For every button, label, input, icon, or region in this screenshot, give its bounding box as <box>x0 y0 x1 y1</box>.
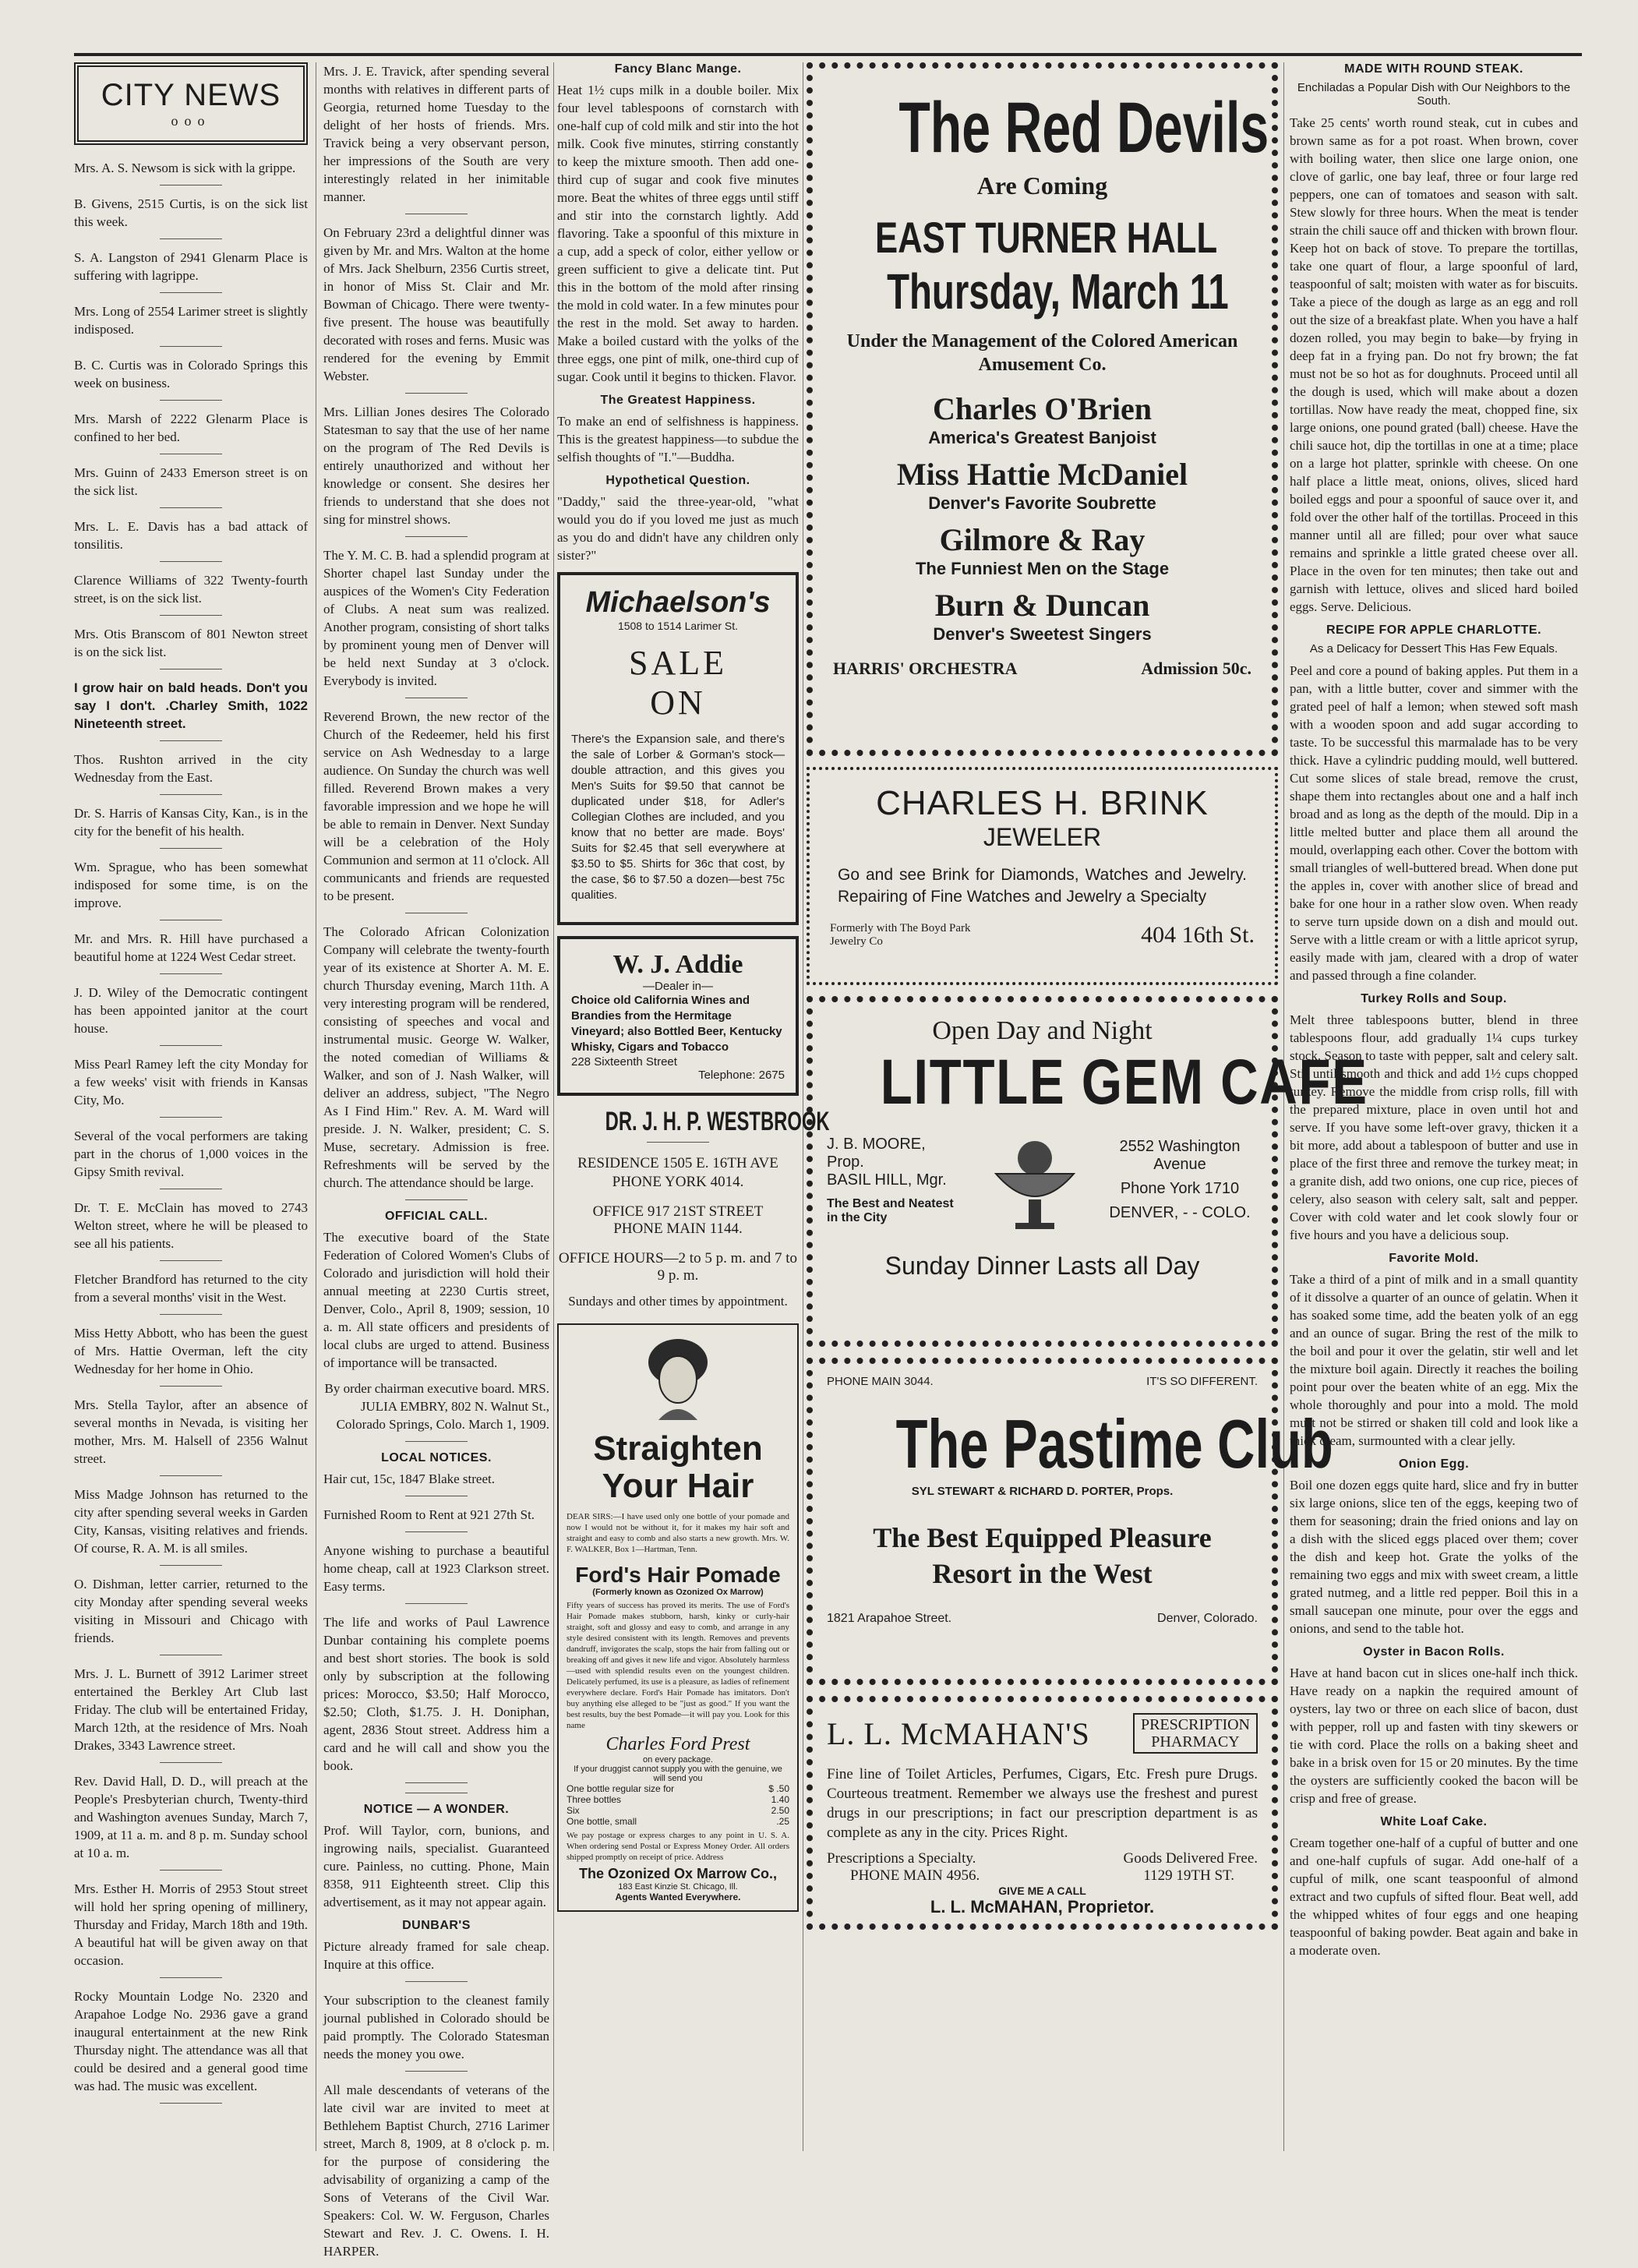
news-item: Rocky Mountain Lodge No. 2320 and Arapahoe Lodge No. 2936 gave a grand inaugural entertainment at the new Rink Thursday night. The attendance was all that could be desired and a general good time was had. The music was excellent. <box>74 1989 308 2093</box>
news-item: Mrs. Marsh of 2222 Glenarm Place is confined to her bed. <box>74 412 308 444</box>
fruit-bowl-icon <box>980 1125 1089 1235</box>
news-item: Mrs. Guinn of 2433 Emerson street is on the sick list. <box>74 465 308 498</box>
pomade-product: Ford's Hair Pomade <box>575 1563 781 1587</box>
separator <box>160 1117 222 1118</box>
mcmahan-address: 1129 19TH ST. <box>1143 1867 1234 1884</box>
michaelsons-name: Michaelson's <box>585 586 771 619</box>
recipe-heading: RECIPE FOR APPLE CHARLOTTE. <box>1326 624 1542 637</box>
social-item: On February 23rd a delightful dinner was given by Mr. and Mrs. Walton at the home of Mrs. Jack Shelburn, 2356 Curtis street, in honor of Miss St. Clair and Mr. Bowman of Chicago. There were twenty-five present. The house was beautifully decorated with roses and ferns. Music was rendered for the evening by Emmit Webster. <box>323 225 549 383</box>
social-items <box>323 62 549 1200</box>
addie-name: W. J. Addie <box>612 950 743 979</box>
top-rule <box>74 53 1582 56</box>
mcmahan-header <box>827 1713 1258 1754</box>
price-row <box>567 1805 789 1816</box>
separator <box>405 536 468 537</box>
city-news-header <box>74 62 308 145</box>
recipe-text: Boil one dozen eggs quite hard, slice and fry in butter six large onions, slice ten of the eggs, keeping two of them for seasoning; drain the fried onions and lay on a dish with the sliced eggs placed over them; cover the dish and keep hot. Grate the yolks of the remaining two eggs and mix with sweet cream, a little grated nutmeg, and a little red pepper. Boil this in a small saucepan one minute, pour over the eggs and onions, and send to the table hot. <box>1290 1478 1578 1636</box>
separator <box>160 794 222 795</box>
michaelsons-text: There's the Expansion sale, and there's the sale of Lorber & Gorman's stock—double attraction, and this gives you Men's Suits for $9.50 that cannot be duplicated under $18, for Adler's Collegian Clothes are included, and you know that no better are made. Boys' Suits for $2.45 that sell everywhere at $3.50 to $5. Shirts for 36c that cost, by the case, $6 to $7.50 a dozen—best 75c qualities. <box>571 733 785 902</box>
red-devils-orchestra: HARRIS' ORCHESTRA <box>833 659 1018 678</box>
separator <box>160 1386 222 1387</box>
recipe-heading: MADE WITH ROUND STEAK. <box>1344 62 1523 76</box>
price-row <box>567 1794 789 1805</box>
mcmahan-specialty: Prescriptions a Specialty. <box>827 1850 976 1867</box>
price-label: Three bottles <box>567 1794 622 1805</box>
pomade-footer: We pay postage or express charges to any point in U. S. A. When ordering send Postal or Express Money Order. All orders shipped promptly on receipt of price. Address <box>567 1831 789 1862</box>
news-item: Mr. and Mrs. R. Hill have purchased a beautiful home at 1224 West Cedar street. <box>74 931 308 964</box>
act-name: Burn & Duncan <box>934 588 1150 623</box>
pastime-bottom <box>827 1612 1258 1626</box>
subscription-notice: Your subscription to the cleanest family journal published in Colorado should be paid promptly. The Colorado Statesman needs the money you owe. <box>323 1993 549 2061</box>
pomade-headline-1: Straighten <box>593 1429 763 1468</box>
pomade-company: The Ozonized Ox Marrow Co., <box>578 1866 778 1881</box>
gem-address: 2552 Washington Avenue <box>1119 1138 1241 1173</box>
pomade-agents: Agents Wanted Everywhere. <box>615 1892 741 1902</box>
news-item: B. Givens, 2515 Curtis, is on the sick list this week. <box>74 196 308 229</box>
separator <box>647 1142 709 1143</box>
pomade-druggist: If your druggist cannot supply you with the genuine, we will send you <box>574 1765 782 1783</box>
separator <box>160 1762 222 1763</box>
happiness-heading: The Greatest Happiness. <box>600 394 756 407</box>
red-devils-management: Under the Management of the Colored American Amusement Co. <box>846 331 1238 375</box>
social-item: Reverend Brown, the new rector of the Church of the Redeemer, held his first service on Ash Wednesday to a large audience. On Sunday the church was well filled. Reverend Brown makes a very favorable impression and we hope he will be able to remain in Denver. Next Sunday will be a celebration of the Holy Communion and sermon at 11 o'clock. All communicants and friends are requested to be present. <box>323 709 549 903</box>
mcmahan-proprietor: L. L. McMAHAN, Proprietor. <box>930 1897 1155 1916</box>
separator <box>160 615 222 616</box>
mcmahan-row1 <box>827 1850 1258 1867</box>
news-item: Dr. S. Harris of Kansas City, Kan., is in the city for the benefit of his health. <box>74 806 308 839</box>
separator <box>405 2071 468 2072</box>
red-devils-ad <box>807 62 1278 756</box>
brink-address: 404 16th St. <box>1141 922 1255 948</box>
mcmahan-row2 <box>827 1867 1258 1885</box>
separator <box>160 1870 222 1871</box>
veterans-notice: All male descendants of veterans of the late civil war are invited to meet at Bethlehem Baptist Church, 2716 Larimer street, March 8, 1909, at 8 o'clock p. m. for the purpose of considering the advisability of organizing a camp of the Sons of Veterans of the Civil War. Speakers: Col. W. W. Ferguson, Charles Stewart and Rev. J. C. Owens. I. H. HARPER. <box>323 2083 549 2259</box>
blanc-mange-heading: Fancy Blanc Mange. <box>614 62 742 76</box>
pomade-headline-2: Your Hair <box>602 1467 754 1505</box>
pomade-letter: DEAR SIRS:—I have used only one bottle of your pomade and now I would not be without it, for it makes my hair soft and straight and easy to comb and also starts a new growth. Mrs. W. F. WALKER, Box 1—Hartman, Tenn. <box>567 1512 789 1554</box>
michaelsons-ad <box>557 572 799 925</box>
brink-trade: JEWELER <box>983 823 1102 851</box>
recipe-text: Have at hand bacon cut in slices one-half inch thick. Have ready on a napkin the required amount of oysters, lay two or three on each slice of bacon, dust with pepper, roll up and fasten with tiny skewers or tie with cord. Place the rolls on a baking sheet and bake in a brisk oven for 15 or 20 minutes. By the time the oysters are sufficiently cooked the bacon will be crisp and free of grease. <box>1290 1666 1578 1806</box>
act-description: Denver's Favorite Soubrette <box>928 493 1156 513</box>
price-value: 2.50 <box>771 1805 789 1816</box>
local-notices <box>323 1470 549 1783</box>
red-devils-hall: EAST TURNER HALL <box>874 213 1218 262</box>
news-item: Several of the vocal performers are taking part in the chorus of 1,000 voices in the Gipsy Smith revival. <box>74 1129 308 1179</box>
separator <box>405 393 468 394</box>
separator <box>160 561 222 562</box>
city-news-title: CITY NEWS <box>101 78 281 112</box>
dunbar-text: Picture already framed for sale cheap. Inquire at this office. <box>323 1939 549 1972</box>
display-ads-column <box>807 62 1368 1941</box>
news-item: Fletcher Brandford has returned to the city from a several months' visit in the West. <box>74 1272 308 1305</box>
blanc-mange-text: Heat 1½ cups milk in a double boiler. Mix four level tablespoons of cornstarch with one-half cup of cold milk and stir into the hot milk. Cook five minutes, stirring constantly to keep the mixture smooth. Then add one-third cup of sugar and cook five minutes more. Beat the whites of three eggs until stiff and stir into the cornstarch lightly. Add flavoring. Take a spoonful of this mixture in a cup, add a speck of color, either yellow or green sufficient to give a delicate tint. Put this in the bottom of the mold after rinsing the mold in cold water. In a few minutes pour the rest in the mold. Set away to harden. Make a boiled custard with the yolks of the three eggs, one pint of milk, one-third cup of sugar. Cook until it begins to thicken. Flavor. <box>557 83 799 384</box>
news-item: Rev. David Hall, D. D., will preach at the People's Presbyterian church, Twenty-third and Washington avenues Sunday, March 7, 1909, at 11 a. m. and 8 p. m. Sunday school at 10 a. m. <box>74 1774 308 1860</box>
news-item: Miss Hetty Abbott, who has been the guest of Mrs. Hattie Overman, left the city Wednesday for her home in Ohio. <box>74 1326 308 1376</box>
news-item: Mrs. Long of 2554 Larimer street is slightly indisposed. <box>74 304 308 337</box>
separator <box>405 1531 468 1532</box>
pastime-slogan: The Best Equipped Pleasure Resort in the West <box>873 1522 1212 1589</box>
westbrook-name: DR. J. H. P. WESTBROOK <box>605 1107 830 1136</box>
recipe-heading: Favorite Mold. <box>1389 1252 1479 1265</box>
news-item: Miss Pearl Ramey left the city Monday for a few weeks' visit with friends in Kansas City, Mo. <box>74 1057 308 1108</box>
on-heading: ON <box>650 684 706 722</box>
separator <box>160 973 222 974</box>
recipe-heading: White Loaf Cake. <box>1380 1815 1488 1828</box>
recipes-and-ads-column <box>557 62 830 1923</box>
news-item: Miss Madge Johnson has returned to the city after spending several weeks in Garden City, Kansas, visiting relatives and friends. Of course, R. A. M. is all smiles. <box>74 1487 308 1556</box>
westbrook-residence-phone: PHONE YORK 4014. <box>612 1174 744 1190</box>
pomade-signature: Charles Ford Prest <box>605 1734 750 1754</box>
separator <box>160 1977 222 1978</box>
news-item: Mrs. Esther H. Morris of 2953 Stout street will hold her spring opening of millinery, Thursday and Friday, March 18th and 19th. A beautiful hat will be given away on that occasion. <box>74 1881 308 1968</box>
separator <box>405 1441 468 1442</box>
separator <box>160 238 222 239</box>
separator <box>160 848 222 849</box>
social-item: Mrs. J. E. Travick, after spending several months with relatives in different parts of Georgia, returned home Tuesday to the delight of her hosts of friends. Mrs. Travick being a very observant person, her impressions of the South are very interestingly related in her inimitable manner. <box>323 64 549 204</box>
pastime-props: SYL STEWART & RICHARD D. PORTER, Props. <box>911 1485 1174 1498</box>
recipes-column <box>1290 62 1578 1967</box>
price-value: .25 <box>776 1816 789 1827</box>
column-rule <box>553 62 554 2151</box>
official-call-heading: OFFICIAL CALL. <box>384 1210 489 1223</box>
pomade-every-package: on every package. <box>643 1755 713 1765</box>
mcmahan-call: GIVE ME A CALL <box>998 1885 1086 1897</box>
recipe-heading: Oyster in Bacon Rolls. <box>1363 1645 1505 1659</box>
gem-best: The Best and Neatest in the City <box>827 1196 954 1224</box>
red-devils-footer <box>833 659 1251 679</box>
separator <box>160 2103 222 2104</box>
woman-portrait-icon <box>635 1333 721 1426</box>
pastime-phone: PHONE MAIN 3044. <box>827 1375 934 1388</box>
city-news-column <box>74 62 308 2113</box>
westbrook-ad <box>557 1107 830 1309</box>
separator <box>160 1475 222 1476</box>
recipe-subheading: As a Delicacy for Dessert This Has Few Equals. <box>1309 642 1559 655</box>
news-item: O. Dishman, letter carrier, returned to the city Monday after spending several weeks visiting in Missouri and Chicago with friends. <box>74 1577 308 1645</box>
mcmahan-name: L. L. McMAHAN'S <box>827 1715 1090 1751</box>
pomade-company-address: 183 East Kinzie St. Chicago, Ill. <box>618 1882 738 1892</box>
city-news-items <box>74 159 308 2104</box>
price-label: One bottle regular size for <box>567 1783 675 1794</box>
local-notice: Anyone wishing to purchase a beautiful home cheap, call at 1923 Clarkson street. Easy terms. <box>323 1543 549 1594</box>
news-item: I grow hair on bald heads. Don't you say I don't. .Charley Smith, 1022 Nineteenth street. <box>74 680 308 731</box>
recipe-text: Cream together one-half of a cupful of butter and one and one-half cupfuls of sugar. Add one-half of a cupful of milk, one scant teaspoonful of almond extract and two cupfuls of sifted flour. Beat well, add the whipped whites of four eggs and one heaping teaspoonful of baking powder. Beat again and bake in a moderate oven. <box>1290 1835 1578 1958</box>
addie-dealer: —Dealer in— <box>642 980 714 993</box>
brink-name: CHARLES H. BRINK <box>876 784 1209 822</box>
news-item: Dr. T. E. McClain has moved to 2743 Welton street, where he will be pleased to see all his patients. <box>74 1200 308 1251</box>
wonder-text: Prof. Will Taylor, corn, bunions, and ingrowing nails, specialist. Guaranteed cure. Painless, no cutting. Phone, Main 8358, 911 Eighteenth street. Clip this advertisement, as it may not appear again. <box>323 1823 549 1909</box>
westbrook-sundays: Sundays and other times by appointment. <box>568 1294 788 1309</box>
separator <box>160 1565 222 1566</box>
separator <box>160 1314 222 1315</box>
price-label: One bottle, small <box>567 1816 637 1827</box>
recipe-heading: Onion Egg. <box>1398 1457 1470 1471</box>
gem-left <box>827 1136 967 1225</box>
gem-phone: Phone York 1710 <box>1120 1180 1240 1197</box>
addie-address: 228 Sixteenth Street <box>571 1055 677 1069</box>
gem-prop: J. B. MOORE, Prop. <box>827 1135 926 1171</box>
news-item: Mrs. J. L. Burnett of 3912 Larimer street entertained the Berkley Art Club last Friday. The club will be entertained Friday, March 12th, at the residence of Mrs. Noah Drakes, 3343 Lawrence street. <box>74 1666 308 1753</box>
news-item: Mrs. L. E. Davis has a bad attack of tonsilitis. <box>74 519 308 552</box>
red-devils-admission: Admission 50c. <box>1141 659 1251 678</box>
question-heading: Hypothetical Question. <box>605 474 750 487</box>
gem-sunday: Sunday Dinner Lasts all Day <box>884 1252 1200 1280</box>
city-news-ornament: ooo <box>171 113 211 129</box>
separator <box>405 1981 468 1982</box>
gem-details <box>827 1125 1258 1235</box>
westbrook-office-phone: PHONE MAIN 1144. <box>613 1221 743 1237</box>
price-value: $ .50 <box>768 1783 789 1794</box>
gem-mgr: BASIL HILL, Mgr. <box>827 1171 947 1189</box>
pastime-club-ad <box>807 1358 1333 1685</box>
mcmahan-ad <box>807 1696 1278 1930</box>
news-item: S. A. Langston of 2941 Glenarm Place is suffering with lagrippe. <box>74 250 308 283</box>
brink-footer <box>830 922 1255 949</box>
recipe-subheading: Enchiladas a Popular Dish with Our Neighbors to the South. <box>1297 81 1571 108</box>
separator <box>160 346 222 347</box>
gem-name: LITTLE GEM CAFE <box>880 1047 1368 1118</box>
official-call-text: The executive board of the State Federation of Colored Women's Clubs of Colorado and jurisdiction will hold their annual meeting at 2230 Curtis street, Denver, Colo., April 8, 1909; session, 10 a. m. All state officers and presidents of local clubs are urged to attend. Business of importance will be transacted. <box>323 1230 549 1370</box>
pastime-address: 1821 Arapahoe Street. <box>827 1612 952 1625</box>
recipe-text: Take a third of a pint of milk and in a small quantity of it dissolve a quarter of an ounce of gelatin. When it has soaked some time, add the beaten yolk of an egg and an ounce of sugar. Bring the rest of the milk to the boil and pour it over the gelatin, stir well and let the mixture boil again. Directly it reaches the boiling point pour over the beaten white of an egg. Mix the whole thoroughly and pour into a mold. The mold must not be stirred or shaken till cold and look like a thick cream, surmounted with a clear jelly. <box>1290 1272 1578 1448</box>
red-devils-acts <box>827 390 1258 645</box>
price-value: 1.40 <box>771 1794 789 1805</box>
separator <box>160 740 222 741</box>
recipe-heading: Turkey Rolls and Soup. <box>1361 992 1507 1005</box>
pastime-city: Denver, Colorado. <box>1157 1612 1258 1625</box>
mcmahan-tag1: PRESCRIPTION <box>1140 1716 1250 1733</box>
brink-ad <box>807 767 1278 985</box>
news-item: J. D. Wiley of the Democratic contingent has been appointed janitor at the court house. <box>74 985 308 1036</box>
gem-open: Open Day and Night <box>932 1016 1153 1045</box>
addie-text: Choice old California Wines and Brandies from the Hermitage Vineyard; also Bottled Beer, Kentucky Whisky, Cigars and Tobacco <box>571 994 782 1054</box>
act-description: The Funniest Men on the Stage <box>915 559 1170 578</box>
official-call-signature: By order chairman executive board. MRS. JULIA EMBRY, 802 N. Walnut St., Colorado Springs, Colo. March 1, 1909. <box>324 1381 549 1432</box>
pomade-price-list <box>567 1783 789 1827</box>
red-devils-title: The Red Devils <box>898 88 1269 168</box>
question-text: "Daddy," said the three-year-old, "what would you do if you loved me just as much as you do and didn't have any children only sister?" <box>557 494 799 563</box>
gem-right <box>1102 1138 1258 1222</box>
price-row <box>567 1783 789 1794</box>
news-item: Clarence Williams of 322 Twenty-fourth street, is on the sick list. <box>74 573 308 606</box>
pastime-top <box>827 1375 1258 1388</box>
mcmahan-tag <box>1133 1713 1258 1754</box>
social-item: Mrs. Lillian Jones desires The Colorado Statesman to say that the use of her name on the program of The Red Devils is entirely unauthorized and without her knowledge or consent. She desires her friends to understand that she does not sing for minstrel shows. <box>323 404 549 527</box>
news-item: Wm. Sprague, who has been somewhat indisposed for some time, is on the improve. <box>74 860 308 910</box>
recipe-text: Peel and core a pound of baking apples. Put them in a pan, with a little butter, cover and simmer with the grated peel of half a lemon; when stewed soft mash with a wooden spoon and add sugar according to taste. To be successful this marmalade has to be very thick. Have a cylindric pudding mould, well buttered. Cut some slices of stale bread, remove the crust, shape them into rectangles about one and a half inch broad and as long as the depth of the mould. Dip in a little melted butter and place them all around the mould, overlapping each other. Cover the bottom with small triangles of well-buttered bread. When done put the apples in, cover with another slice of bread and bake for one hour in a rather slow oven. When ready to serve turn upside down on a dish and mould out. Serve with a little cream or with a little apricot syrup, easily made with jam, cleared with a drop of water and passed through a fine colander. <box>1290 663 1578 983</box>
social-column <box>323 62 549 2268</box>
act-name: Gilmore & Ray <box>939 522 1146 557</box>
sale-heading: SALE <box>629 644 727 682</box>
addie-ad <box>557 936 799 1096</box>
act-description: America's Greatest Banjoist <box>928 428 1156 447</box>
mcmahan-delivered: Goods Delivered Free. <box>1123 1850 1258 1867</box>
gem-city: DENVER, - - COLO. <box>1109 1204 1251 1221</box>
news-item: Thos. Rushton arrived in the city Wednesday from the East. <box>74 752 308 785</box>
westbrook-residence: RESIDENCE 1505 E. 16TH AVE <box>577 1155 778 1171</box>
brink-text: Go and see Brink for Diamonds, Watches and Jewelry. Repairing of Fine Watches and Jewelry a Specialty <box>838 866 1247 906</box>
pastime-different: IT'S SO DIFFERENT. <box>1146 1375 1258 1388</box>
pomade-body: Fifty years of success has proved its merits. The use of Ford's Hair Pomade makes stubborn, harsh, kinky or curly-hair straight, soft and glossy and easy to comb, and arrange in any style desired consistent with its length. Removes and prevents dandruff, invigorates the scalp, stops the hair from falling out or breaking off and gives it new life and vigor. Absolutely harmless—used with splendid results even on the youngest children. Delicately perfumed, its use is a pleasure, as ladies of refinement everywhere declare. Ford's Hair Pomade has imitators. Don't buy anything else alleged to be "just as good." If you want the best results, buy the best Pomade—it will pay you. Look for this name <box>567 1601 789 1730</box>
red-devils-coming: Are Coming <box>976 171 1108 200</box>
happiness-text: To make an end of selfishness is happiness. This is the greatest happiness—to subdue the selfish thoughts of "I."—Buddha. <box>557 414 799 465</box>
social-item: The Y. M. C. B. had a splendid program at Shorter chapel last Sunday under the auspices of the Women's City Federation of Clubs. A neat sum was realized. Another program, consisting of short talks by prominent young men of Denver will be held next Sunday at 3 o'clock. Everybody is invited. <box>323 548 549 688</box>
pomade-formerly: (Formerly known as Ozonized Ox Marrow) <box>592 1588 764 1597</box>
brink-formerly: Formerly with The Boyd Park Jewelry Co <box>830 922 971 948</box>
westbrook-office: OFFICE 917 21ST STREET <box>592 1203 764 1220</box>
separator <box>160 400 222 401</box>
local-notice: Furnished Room to Rent at 921 27th St. <box>323 1507 535 1522</box>
wonder-heading: NOTICE — A WONDER. <box>363 1803 510 1816</box>
act-name: Charles O'Brien <box>932 391 1153 426</box>
price-row <box>567 1816 789 1827</box>
price-label: Six <box>567 1805 580 1816</box>
local-notice: Hair cut, 15c, 1847 Blake street. <box>323 1471 495 1486</box>
separator <box>405 1782 468 1783</box>
recipe-text: Take 25 cents' worth round steak, cut in cubes and brown same as for a pot roast. When brown, cover with boiling water, then slice one large onion, one clove of garlic, one bay leaf, three or four large red peppers, one can of tomatoes and season with salt. Stew slowly for three hours. When the meat is tender strain the chili sauce off and thicken with brown flour. Keep hot on back of stove. To prepare the tortillas, take one quart of flour, a large spoonful of lard, teaspoonful of salt; moisten with water as for biscuits. Take a piece of the dough as large as an egg and roll out the size of a breakfast plate. When you have a half dozen rolled, you may begin to bake—by frying in deep fat in a frying pan. Do not fry brown; the fat must not be so hot as for doughnuts. Proceed until all the dough is used, which will make about a dozen tortillas. Now have ready the meat, chopped fine, six large onions, one pound grated (ball) cheese. Have the chili sauce hot, dip the tortillas in one at a time; place on a large hot platter, sprinkle with cheese. On one half place a little meat, onions, olives, sliced hard boiled eggs and pour a spoonful of sauce over it, and fold over the other half of the tortillas. Proceed in this manner until all are filled; pour over what sauce remains and sprinkle a little grated cheese over all. Place in the oven for ten minutes; then take out and garnish with lettuce, olives and sliced hard boiled eggs. Serve. Delicious. <box>1290 115 1578 614</box>
local-notice: The life and works of Paul Lawrence Dunbar containing his complete poems and best short stories. The book is sold only by subscription at the following prices: Morocco, $3.50; Half Morocco, $2.50; Cloth, $1.75. J. H. Doniphan, agent, 2836 Stout street. Address him a card and he will call and show you the book. <box>323 1615 549 1773</box>
separator <box>160 507 222 508</box>
act-name: Miss Hattie McDaniel <box>896 457 1188 492</box>
red-devils-date: Thursday, March 11 <box>887 263 1229 320</box>
act-description: Denver's Sweetest Singers <box>933 624 1152 644</box>
pomade-ad <box>557 1323 799 1912</box>
pastime-name: The Pastime Club <box>895 1405 1333 1482</box>
separator <box>160 1260 222 1261</box>
mcmahan-phone: PHONE MAIN 4956. <box>850 1867 980 1884</box>
recipe-text: Melt three tablespoons butter, blend in three tablespoons flour, add gradually 1¼ cups turkey stock. Season to taste with pepper, salt and celery salt. Stir until smooth and thick and add 1½ cups chopped turkey. Remove the middle from crisp rolls, fill with the prepared mixture, place in oven until hot and serve. If you have some left-over gravy, thicken it a bit more, add about a tablespoon of butter and use in place of the first three and remove the turkey meat; in a granite dish, add two onions, one cup rice, pieces of celery, also season with celery salt, salt and pepper. Cover with cold water and let cook slowly four or five hours and you have a delicious soup. <box>1290 1012 1578 1242</box>
separator <box>405 1199 468 1200</box>
local-notices-heading: LOCAL NOTICES. <box>381 1451 492 1464</box>
mcmahan-text: Fine line of Toilet Articles, Perfumes, Cigars, Etc. Fresh pure Drugs. Courteous treatment. Remember we always use the freshest and purest drugs in our prescriptions; in fact our prescription department is as complete as any in the city. Prices Right. <box>827 1766 1258 1841</box>
separator <box>160 292 222 293</box>
mcmahan-tag2: PHARMACY <box>1151 1733 1240 1750</box>
little-gem-ad <box>807 996 1368 1347</box>
news-item: Mrs. Otis Branscom of 801 Newton street is on the sick list. <box>74 627 308 659</box>
addie-phone: Telephone: 2675 <box>698 1069 785 1082</box>
michaelsons-address: 1508 to 1514 Larimer St. <box>617 620 739 632</box>
news-item: B. C. Curtis was in Colorado Springs this week on business. <box>74 358 308 390</box>
dunbar-heading: DUNBAR'S <box>402 1919 471 1932</box>
westbrook-hours: OFFICE HOURS—2 to 5 p. m. and 7 to 9 p. m. <box>558 1250 798 1284</box>
news-item: Mrs. Stella Taylor, after an absence of several months in Nevada, is visiting her mother, Mrs. M. Halsell of 2356 Walnut street. <box>74 1397 308 1466</box>
separator <box>405 1603 468 1604</box>
separator <box>160 1045 222 1046</box>
news-item: Mrs. A. S. Newsom is sick with la grippe. <box>74 161 296 175</box>
social-item: The Colorado African Colonization Company will celebrate the twenty-fourth year of its existence at Shorter A. M. E. church Thursday evening, March 11th. A very interesting program will be rendered, consisting of speeches and vocal and instrumental music. George W. Walker, the noted comedian of Williams & Walker, and son of J. Nash Walker, will deliver an address, subject, "The Negro As I Find Him." Rev. A. M. Ward will preside. J. N. Walker, president; C. S. Muse, secretary. Admission is free. Refreshments will be served by the church. The attendance should be large. <box>323 924 549 1190</box>
